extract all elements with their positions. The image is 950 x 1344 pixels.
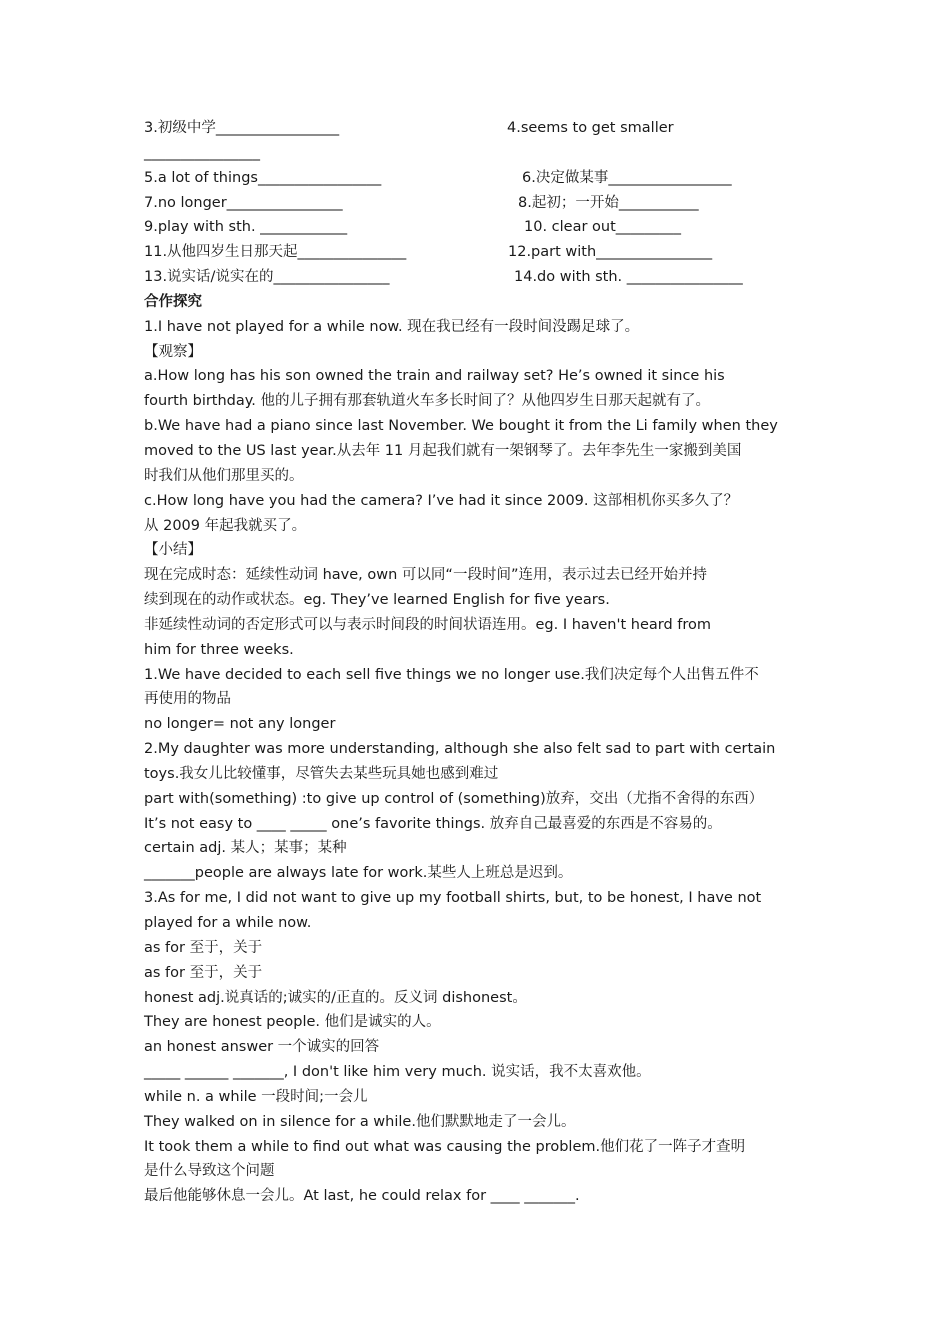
text-line: It took them a while to find out what was causing the problem.他们花了一阵子才查明 [144,1138,746,1155]
text-line: 是什么导致这个问题 [144,1163,275,1180]
text-line: It’s not easy to ____ _____ one’s favorite things. 放弃自己最喜爱的东西是不容易的。 [144,815,722,832]
section-title: 合作探究 [144,293,202,310]
text-line: a.How long has his son owned the train and railway set? He’s owned it since his [144,368,725,385]
text-line: 时我们从他们那里买的。 [144,467,304,484]
vocab-row [144,141,808,166]
vocab-blank: ________________ [144,144,260,161]
vocab-item: 10. clear out_________ [524,219,682,236]
text-line: 从 2009 年起我就买了。 [144,517,307,534]
vocab-item: 5.a lot of things_________________ [144,169,382,186]
text-line: 现在完成时态：延续性动词 have, own 可以同“一段时间”连用，表示过去已经开始并持 [144,567,707,584]
text-line: _______people are always late for work.某些人上班总是迟到。 [144,865,573,882]
text-line: certain adj. 某人；某事；某种 [144,840,347,857]
text-line: 非延续性动词的否定形式可以与表示时间段的时间状语连用。eg. I haven't heard from [144,616,712,633]
text-line: as for 至于，关于 [144,939,263,956]
text-line: toys.我女儿比较懂事，尽管失去某些玩具她也感到难过 [144,765,499,782]
text-line: 最后他能够休息一会儿。At last, he could relax for ____ _______. [144,1188,580,1205]
vocab-item: 9.play with sth. ____________ [144,219,348,236]
vocab-item: 3.初级中学_________________ [144,120,340,136]
text-line: honest adj.说真话的;诚实的/正直的。反义词 dishonest。 [144,989,527,1006]
text-line: They walked on in silence for a while.他们默默地走了一会儿。 [144,1113,576,1130]
text-line: b.We have had a piano since last November. We bought it from the Li family when they [144,418,778,435]
text-line: him for three weeks. [144,641,294,658]
vocab-item: 14.do with sth. ________________ [514,269,743,286]
text-line: while n. a while 一段时间;一会儿 [144,1088,368,1105]
text-line: 1.We have decided to each sell five things we no longer use.我们决定每个人出售五件不 [144,666,759,683]
vocab-item: 6.决定做某事_________________ [522,169,732,186]
text-line: 1.I have not played for a while now. 现在我已经有一段时间没踢足球了。 [144,318,640,335]
text-line: 【小结】 [144,542,202,559]
text-line: part with(something) :to give up control of (something)放弃，交出（尤指不舍得的东西） [144,790,764,807]
text-line: 续到现在的动作或状态。eg. They’ve learned English for five years. [144,592,610,609]
vocab-item: 7.no longer________________ [144,194,343,211]
vocab-row [144,166,808,191]
vocab-item: 13.说实话/说实在的________________ [144,269,390,286]
text-line: moved to the US last year.从去年 11 月起我们就有一架钢琴了。去年李先生一家搬到美国 [144,442,742,459]
vocab-item: 8.起初；一开始___________ [518,194,699,211]
text-line: c.How long have you had the camera? I’ve had it since 2009. 这部相机你买多久了？ [144,492,739,509]
vocab-row [144,265,808,290]
vocab-row [144,215,808,240]
text-line: played for a while now. [144,915,312,931]
vocab-row [144,116,808,141]
document-page [144,116,808,1209]
text-line: 2.My daughter was more understanding, although she also felt sad to part with certain [144,741,776,758]
vocab-item: 4.seems to get smaller [507,120,674,136]
vocab-row [144,240,808,265]
text-line: fourth birthday. 他的儿子拥有那套轨道火车多长时间了？从他四岁生日那天起就有了。 [144,393,710,410]
vocab-item: 12.part with________________ [508,244,713,261]
vocab-row [144,191,808,216]
text-line: an honest answer 一个诚实的回答 [144,1039,380,1056]
lesson-body [144,315,808,1209]
text-line: 3.As for me, I did not want to give up my football shirts, but, to be honest, I have not [144,890,762,907]
text-line: as for 至于，关于 [144,964,263,981]
text-line: 【观察】 [144,343,202,360]
text-line: They are honest people. 他们是诚实的人。 [144,1014,441,1031]
vocab-exercise [144,116,808,290]
text-line: no longer= not any longer [144,716,336,733]
vocab-item: 11.从他四岁生日那天起_______________ [144,244,407,261]
text-line: _____ ______ _______, I don't like him very much. 说实话，我不太喜欢他。 [144,1064,651,1081]
text-line: 再使用的物品 [144,691,231,708]
